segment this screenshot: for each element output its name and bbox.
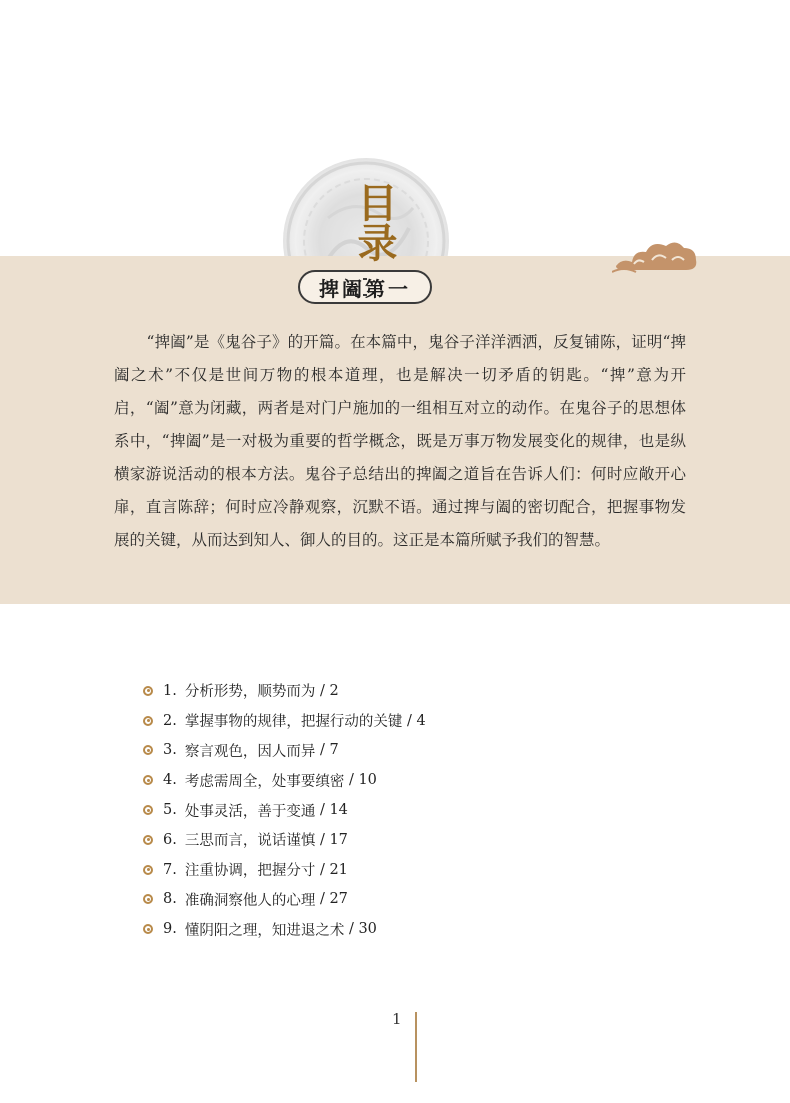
page-number-divider [415,1012,417,1082]
bullet-icon [143,805,153,815]
toc-page: / 21 [319,861,348,878]
toc-item[interactable]: 2. 掌握事物的规律，把握行动的关键 / 4 [143,706,643,736]
toc-title: 考虑需周全，处事要缜密 [184,773,345,790]
toc-page: / 14 [319,802,348,819]
toc-page: / 7 [319,742,339,759]
toc-page: / 27 [319,891,348,908]
bullet-icon [143,716,153,726]
toc-title: 三思而言，说话谨慎 [184,833,316,850]
toc-page: / 4 [406,712,426,729]
cloud-ornament-icon [612,236,700,276]
toc-item[interactable]: 6. 三思而言，说话谨慎 / 17 [143,825,643,855]
bullet-icon [143,686,153,696]
bullet-icon [143,865,153,875]
toc-title: 准确洞察他人的心理 [184,892,316,909]
toc-page: / 17 [319,831,348,848]
toc-item[interactable]: 1. 分析形势，顺势而为 / 2 [143,676,643,706]
toc-title: 处事灵活，善于变通 [184,803,316,820]
page-title: 目录 [351,182,398,262]
toc-item[interactable]: 5. 处事灵活，善于变通 / 14 [143,795,643,825]
toc-title: 掌握事物的规律，把握行动的关键 [184,714,403,731]
toc-title: 分析形势，顺势而为 [184,684,316,701]
page-number: 1 [392,1010,402,1028]
bullet-icon [143,924,153,934]
toc-title: 察言观色，因人而异 [184,743,316,760]
toc-page: / 10 [348,772,377,789]
toc-title: 懂阴阳之理，知进退之术 [184,922,345,939]
chapter-intro-paragraph: “捭阖”是《鬼谷子》的开篇。在本篇中，鬼谷子洋洋洒洒，反复铺陈，证明“捭阖之术”不仅是世间万物的根本道理，也是解决一切矛盾的钥匙。“捭”意为开启，“阖”意为闭藏，两者是对门户施加的一组相互对立的动作。在鬼谷子的思想体系中，“捭阖”是一对极为重要的哲学概念，既是万事万物发展变化的规律，也是纵横家游说活动的根本方法。鬼谷子总结出的捭阖之道旨在告诉人们：何时应敞开心扉，直言陈辞；何时应冷静观察，沉默不语。通过捭与阖的密切配合，把握事物发展的关键，从而达到知人、御人的目的。这正是本篇所赋予我们的智慧。 [114,333,686,549]
bullet-icon [143,745,153,755]
toc-item[interactable]: 7. 注重协调，把握分寸 / 21 [143,855,643,885]
toc-item[interactable]: 9. 懂阴阳之理，知进退之术 / 30 [143,914,643,944]
toc-item[interactable]: 8. 准确洞察他人的心理 / 27 [143,885,643,915]
chapter-heading: 捭阖第一 [298,270,432,304]
bullet-icon [143,835,153,845]
toc-page: / 2 [319,682,339,699]
bullet-icon [143,894,153,904]
bullet-icon [143,775,153,785]
toc-item[interactable]: 3. 察言观色，因人而异 / 7 [143,736,643,766]
toc-page: / 30 [348,921,377,938]
toc-title: 注重协调，把握分寸 [184,863,316,880]
toc-item[interactable]: 4. 考虑需周全，处事要缜密 / 10 [143,765,643,795]
table-of-contents [143,676,643,944]
